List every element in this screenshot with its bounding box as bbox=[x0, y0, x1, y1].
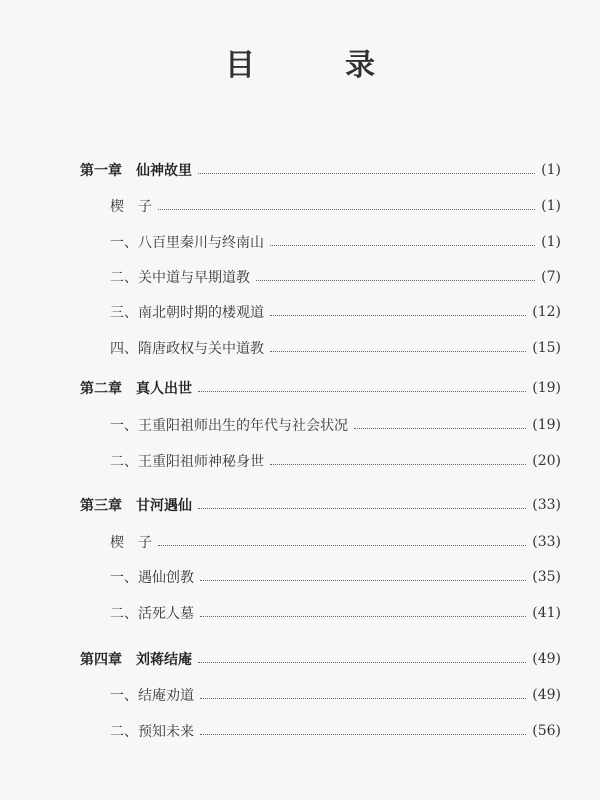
dot-leader bbox=[256, 280, 535, 281]
page-number: (33) bbox=[532, 497, 561, 513]
chapter-number: 第三章 bbox=[80, 498, 122, 514]
toc-section[interactable] bbox=[110, 719, 561, 743]
dot-leader bbox=[198, 662, 526, 663]
section-title: 楔 子 bbox=[110, 535, 152, 551]
page-number: (7) bbox=[541, 269, 561, 285]
section-title: 二、活死人墓 bbox=[110, 606, 194, 622]
toc-section[interactable] bbox=[110, 265, 561, 289]
dot-leader bbox=[270, 464, 526, 465]
dot-leader bbox=[200, 616, 526, 617]
dot-leader bbox=[158, 545, 526, 546]
toc-chapter-3[interactable] bbox=[80, 493, 561, 517]
dot-leader bbox=[200, 698, 526, 699]
section-title: 楔 子 bbox=[110, 199, 152, 215]
section-title: 一、遇仙创教 bbox=[110, 570, 194, 586]
dot-leader bbox=[270, 351, 526, 352]
chapter-label bbox=[80, 160, 192, 180]
page-number: (1) bbox=[541, 234, 561, 250]
toc-chapter-4[interactable] bbox=[80, 647, 561, 671]
toc-section[interactable] bbox=[110, 683, 561, 707]
page-number: (1) bbox=[541, 198, 561, 214]
page-number: (19) bbox=[532, 417, 561, 433]
section-title: 二、王重阳祖师神秘身世 bbox=[110, 454, 264, 470]
dot-leader bbox=[198, 173, 535, 174]
toc-section[interactable] bbox=[110, 449, 561, 473]
page-number: (49) bbox=[532, 651, 561, 667]
section-title: 三、南北朝时期的楼观道 bbox=[110, 305, 264, 321]
chapter-label bbox=[80, 378, 192, 398]
chapter-title: 刘蒋结庵 bbox=[136, 652, 192, 668]
page-number: (1) bbox=[541, 162, 561, 178]
toc-section[interactable] bbox=[110, 565, 561, 589]
toc-section[interactable] bbox=[110, 300, 561, 324]
toc-chapter-2[interactable] bbox=[80, 376, 561, 400]
chapter-label bbox=[80, 495, 192, 515]
chapter-title: 仙神故里 bbox=[136, 163, 192, 179]
dot-leader bbox=[270, 315, 526, 316]
section-title: 四、隋唐政权与关中道教 bbox=[110, 341, 264, 357]
chapter-title: 甘河遇仙 bbox=[136, 498, 192, 514]
page-number: (12) bbox=[532, 304, 561, 320]
section-title: 一、八百里秦川与终南山 bbox=[110, 235, 264, 251]
page-number: (20) bbox=[532, 453, 561, 469]
chapter-label bbox=[80, 649, 192, 669]
section-title: 一、结庵劝道 bbox=[110, 688, 194, 704]
toc-section[interactable] bbox=[110, 601, 561, 625]
chapter-number: 第二章 bbox=[80, 381, 122, 397]
page-number: (49) bbox=[532, 687, 561, 703]
page-number: (56) bbox=[532, 723, 561, 739]
section-title: 一、王重阳祖师出生的年代与社会状况 bbox=[110, 418, 348, 434]
section-title: 二、关中道与早期道教 bbox=[110, 270, 250, 286]
chapter-number: 第一章 bbox=[80, 163, 122, 179]
page-number: (33) bbox=[532, 534, 561, 550]
dot-leader bbox=[200, 734, 526, 735]
toc-chapter-1[interactable] bbox=[80, 158, 561, 182]
dot-leader bbox=[198, 391, 526, 392]
toc-section[interactable] bbox=[110, 230, 561, 254]
section-title: 二、预知未来 bbox=[110, 724, 194, 740]
toc-section[interactable] bbox=[110, 336, 561, 360]
page-number: (41) bbox=[532, 605, 561, 621]
dot-leader bbox=[270, 245, 535, 246]
page-number: (15) bbox=[532, 340, 561, 356]
dot-leader bbox=[354, 428, 526, 429]
dot-leader bbox=[200, 580, 526, 581]
chapter-title: 真人出世 bbox=[136, 381, 192, 397]
page-number: (35) bbox=[532, 569, 561, 585]
toc-section[interactable] bbox=[110, 413, 561, 437]
dot-leader bbox=[198, 508, 526, 509]
dot-leader bbox=[158, 209, 535, 210]
page-title: 目 录 bbox=[225, 48, 405, 83]
page-number: (19) bbox=[532, 380, 561, 396]
toc-section[interactable] bbox=[110, 530, 561, 554]
toc-section[interactable] bbox=[110, 194, 561, 218]
chapter-number: 第四章 bbox=[80, 652, 122, 668]
